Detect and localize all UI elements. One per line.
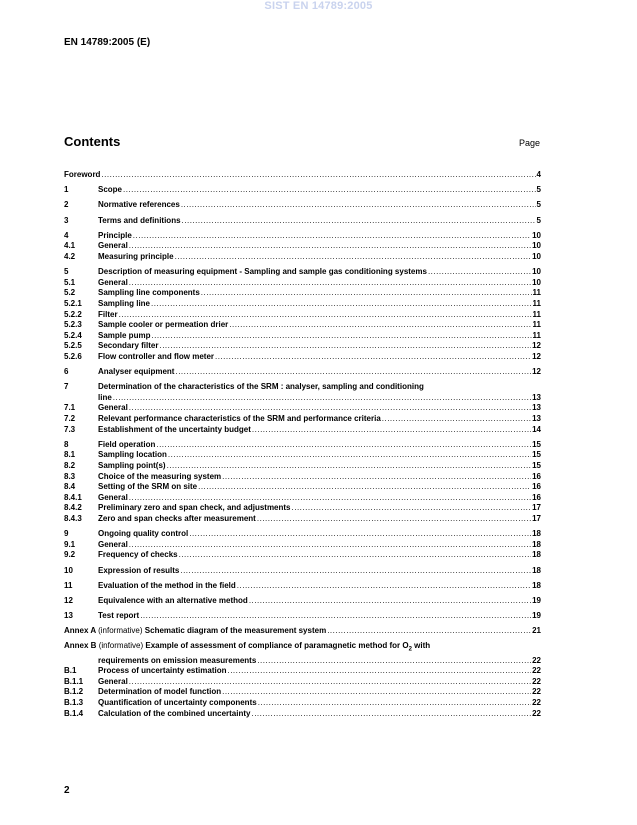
toc-entry-page: 16	[532, 471, 541, 481]
toc-entry[interactable]	[64, 709, 541, 720]
toc-entry-number: B.1	[64, 666, 77, 676]
toc-entry-page: 10	[532, 251, 541, 261]
page-number: 2	[64, 785, 70, 796]
toc-entry-number: 7	[64, 382, 69, 392]
toc-entry-page: 18	[532, 539, 541, 549]
toc-entry-page: 13	[532, 414, 541, 424]
toc-entry-foreword[interactable]	[64, 170, 541, 181]
toc-entry-title: Foreword	[64, 170, 101, 179]
toc-entry-page: 10	[532, 230, 541, 240]
toc-entry-number: 7.2	[64, 414, 76, 424]
toc-entry-page: 5	[536, 200, 541, 210]
toc-entry-page: 16	[532, 492, 541, 502]
page-column-label: Page	[518, 138, 540, 148]
toc-entry-number: B.1.1	[64, 676, 84, 686]
toc-entry[interactable]	[64, 310, 541, 321]
toc-entry[interactable]	[64, 514, 541, 525]
toc-entry[interactable]	[64, 503, 541, 514]
toc-entry-number: 2	[64, 200, 69, 210]
toc-entry-number: 5.1	[64, 277, 76, 287]
toc-entry-number: 5.2.2	[64, 309, 82, 319]
toc-entry-title: Principle	[98, 230, 132, 240]
toc-entry-title: Sampling line	[98, 298, 151, 308]
toc-entry-page: 15	[532, 461, 541, 470]
toc-entry-number: 5.2.3	[64, 320, 82, 330]
toc-entry-number: 9.1	[64, 539, 76, 549]
toc-entry-title: Preliminary zero and span check, and adjustments	[98, 503, 291, 513]
annex-label: Annex A	[64, 626, 96, 636]
toc-entry[interactable]	[64, 252, 541, 263]
toc-entry[interactable]	[64, 382, 541, 403]
watermark: SIST EN 14789:2005	[264, 0, 373, 12]
toc-entry-number: 9	[64, 529, 69, 539]
toc-entry-page: 22	[532, 666, 541, 676]
toc-entry-number: 4.2	[64, 251, 76, 261]
toc-entry[interactable]	[64, 320, 541, 331]
toc-entry-page: 12	[532, 367, 541, 377]
toc-entry[interactable]	[64, 216, 541, 227]
toc-entry[interactable]	[64, 231, 541, 242]
toc-entry-title: line	[98, 392, 112, 402]
toc-entry[interactable]	[64, 367, 541, 378]
toc-entry-number: 5.2	[64, 288, 76, 298]
toc-entry-annex-a[interactable]	[64, 626, 541, 637]
toc-entry[interactable]	[64, 581, 541, 592]
toc-entry-number: B.1.4	[64, 708, 84, 718]
toc-entry-number: 7.3	[64, 424, 76, 434]
annex-label: Annex B	[64, 641, 97, 651]
toc-entry[interactable]	[64, 698, 541, 709]
toc-entry-page: 22	[532, 655, 541, 665]
toc-entry-title: Equivalence with an alternative method	[98, 595, 248, 605]
toc-entry-page: 13	[532, 392, 541, 402]
toc-entry[interactable]	[64, 425, 541, 436]
toc-entry-number: 5.2.6	[64, 351, 82, 361]
toc-entry[interactable]	[64, 566, 541, 577]
toc-entry[interactable]	[64, 687, 541, 698]
toc-entry-number: 8	[64, 439, 69, 449]
toc-entry-page: 11	[532, 330, 541, 340]
toc-entry-page: 14	[532, 424, 541, 434]
toc-entry-number: 4	[64, 230, 69, 240]
document-id: EN 14789:2005 (E)	[64, 37, 151, 48]
toc-entry[interactable]	[64, 267, 541, 278]
toc-entry[interactable]	[64, 482, 541, 493]
toc-entry-title: Zero and span checks after measurement	[98, 513, 256, 523]
toc-entry-page: 17	[532, 513, 541, 523]
toc-entry-page: 4	[536, 170, 541, 179]
toc-entry-page: 17	[532, 503, 541, 513]
toc-entry-title: Setting of the SRM on site	[98, 482, 198, 492]
toc-entry-title: Expression of results	[98, 565, 180, 575]
toc-entry-number: 8.4	[64, 482, 76, 492]
toc-entry-page: 10	[532, 277, 541, 287]
toc-entry[interactable]	[64, 666, 541, 677]
toc-entry-title: Normative references	[98, 200, 180, 210]
toc-entry[interactable]	[64, 200, 541, 211]
toc-entry[interactable]	[64, 403, 541, 414]
toc-entry[interactable]	[64, 299, 541, 310]
toc-entry-title: Relevant performance characteristics of the SRM and performance criteria	[98, 414, 381, 424]
toc-entry-page: 10	[532, 267, 541, 277]
toc-entry-page: 15	[532, 450, 541, 460]
toc-entry[interactable]	[64, 611, 541, 622]
toc-entry-title: Ongoing quality control	[98, 529, 189, 539]
toc-entry-number: 5.2.5	[64, 341, 82, 351]
toc-entry-page: 21	[532, 626, 541, 636]
toc-entry-title-line1: Determination of the characteristics of the SRM : analyser, sampling and conditioning	[98, 382, 424, 392]
toc-entry-page: 18	[532, 580, 541, 590]
toc-entry[interactable]	[64, 493, 541, 504]
toc-entry-title: Process of uncertainty estimation	[98, 666, 227, 676]
toc-entry-annex-b[interactable]	[64, 641, 541, 666]
toc-entry-title: Determination of model function	[98, 687, 222, 697]
toc-entry-number: B.1.2	[64, 687, 84, 697]
toc-entry-page: 22	[532, 698, 541, 708]
toc-entry-page: 22	[532, 687, 541, 697]
toc-entry-title: Field operation	[98, 439, 156, 449]
toc-entry[interactable]	[64, 472, 541, 483]
toc-entry-page: 13	[532, 403, 541, 413]
toc-entry-number: 8.3	[64, 471, 76, 481]
toc-entry-title: Analyser equipment	[98, 367, 175, 377]
toc-entry-title: Schematic diagram of the measurement system	[144, 626, 327, 636]
toc-entry-page: 11	[532, 298, 541, 308]
toc-entry-number: 11	[64, 580, 73, 590]
toc-entry-title: requirements on emission measurements	[98, 655, 257, 665]
toc-entry-page: 22	[532, 708, 541, 718]
toc-entry-page: 19	[532, 595, 541, 605]
toc-entry-page: 11	[532, 288, 541, 298]
annex-note: (informative)	[98, 626, 143, 636]
toc-entry-page: 12	[532, 351, 541, 361]
toc-entry-page: 5	[536, 185, 541, 195]
toc-entry-number: 8.2	[64, 461, 76, 470]
toc-entry-title: General	[98, 403, 128, 413]
toc-entry-number: 7.1	[64, 403, 76, 413]
toc-entry-page: 11	[532, 309, 541, 319]
toc-entry-title: Secondary filter	[98, 341, 159, 351]
toc-entry-number: 12	[64, 595, 73, 605]
toc-entry[interactable]	[64, 461, 541, 472]
toc-entry-title: Frequency of checks	[98, 550, 178, 560]
toc-entry-number: 1	[64, 185, 69, 195]
toc-entry[interactable]	[64, 278, 541, 289]
toc-entry-title: Terms and definitions	[98, 215, 181, 225]
toc-entry[interactable]	[64, 540, 541, 551]
table-of-contents	[64, 170, 541, 719]
toc-entry-page: 12	[532, 341, 541, 351]
toc-entry-number: 5.2.4	[64, 330, 82, 340]
toc-entry-page: 16	[532, 482, 541, 492]
toc-entry-number: 8.4.3	[64, 513, 82, 523]
toc-entry-number: 8.4.2	[64, 503, 82, 513]
toc-entry[interactable]	[64, 440, 541, 451]
toc-entry-title: Sampling line components	[98, 288, 200, 298]
toc-entry-page: 18	[532, 529, 541, 539]
toc-entry-title: Flow controller and flow meter	[98, 351, 215, 361]
toc-entry-title: General	[98, 241, 128, 251]
toc-entry-number: 5.2.1	[64, 298, 82, 308]
toc-entry-title: Description of measuring equipment - Sampling and sample gas conditioning systems	[98, 267, 427, 277]
toc-entry-page: 22	[532, 676, 541, 686]
toc-entry[interactable]	[64, 241, 541, 252]
toc-entry-title: Choice of the measuring system	[98, 471, 222, 481]
toc-entry[interactable]	[64, 341, 541, 352]
toc-entry-page: 19	[532, 611, 541, 621]
toc-entry[interactable]	[64, 550, 541, 561]
toc-entry-number: B.1.3	[64, 698, 84, 708]
toc-entry-title: Sampling point(s)	[98, 461, 166, 470]
toc-entry-page: 5	[536, 215, 541, 225]
toc-entry-page: 18	[532, 550, 541, 560]
toc-entry[interactable]	[64, 288, 541, 299]
toc-entry-page: 11	[532, 320, 541, 330]
toc-entry[interactable]	[64, 414, 541, 425]
toc-entry-title: Sample cooler or permeation drier	[98, 320, 229, 330]
contents-title: Contents	[64, 134, 121, 149]
toc-entry-title: Calculation of the combined uncertainty	[98, 708, 251, 718]
toc-entry-number: 8.4.1	[64, 492, 82, 502]
toc-entry-title: Quantification of uncertainty components	[98, 698, 257, 708]
annex-note: (informative)	[98, 641, 144, 651]
toc-entry[interactable]	[64, 596, 541, 607]
toc-entry[interactable]	[64, 331, 541, 342]
toc-entry-title: General	[98, 277, 128, 287]
toc-entry-title: Sampling location	[98, 450, 167, 460]
toc-entry-title: Evaluation of the method in the field	[98, 580, 236, 590]
toc-entry[interactable]	[64, 677, 541, 688]
toc-entry-page: 10	[532, 241, 541, 251]
toc-entry-page: 15	[532, 439, 541, 449]
toc-entry-number: 6	[64, 367, 69, 377]
toc-entry-number: 10	[64, 565, 73, 575]
toc-entry-number: 8.1	[64, 450, 76, 460]
toc-entry-number: 4.1	[64, 241, 76, 251]
toc-entry-title: General	[98, 492, 128, 502]
toc-entry-title: Measuring principle	[98, 251, 174, 261]
toc-entry[interactable]	[64, 529, 541, 540]
toc-entry-number: 5	[64, 267, 69, 277]
toc-entry-title: General	[98, 676, 128, 686]
toc-entry-title: Test report	[98, 611, 140, 621]
toc-entry-number: 3	[64, 215, 69, 225]
toc-entry-title: Sample pump	[98, 330, 151, 340]
toc-entry-title: Establishment of the uncertainty budget	[98, 424, 251, 434]
toc-entry-title: Filter	[98, 309, 118, 319]
toc-entry-title: General	[98, 539, 128, 549]
toc-entry-title: Scope	[98, 185, 123, 195]
toc-entry-title-line1: Example of assessment of compliance of paramagnetic method for $O_2$ with	[145, 641, 431, 654]
toc-entry[interactable]	[64, 352, 541, 363]
toc-entry[interactable]	[64, 450, 541, 461]
toc-entry-number: 13	[64, 611, 73, 621]
toc-entry-number: 9.2	[64, 550, 76, 560]
toc-entry[interactable]	[64, 185, 541, 196]
toc-entry-page: 18	[532, 565, 541, 575]
